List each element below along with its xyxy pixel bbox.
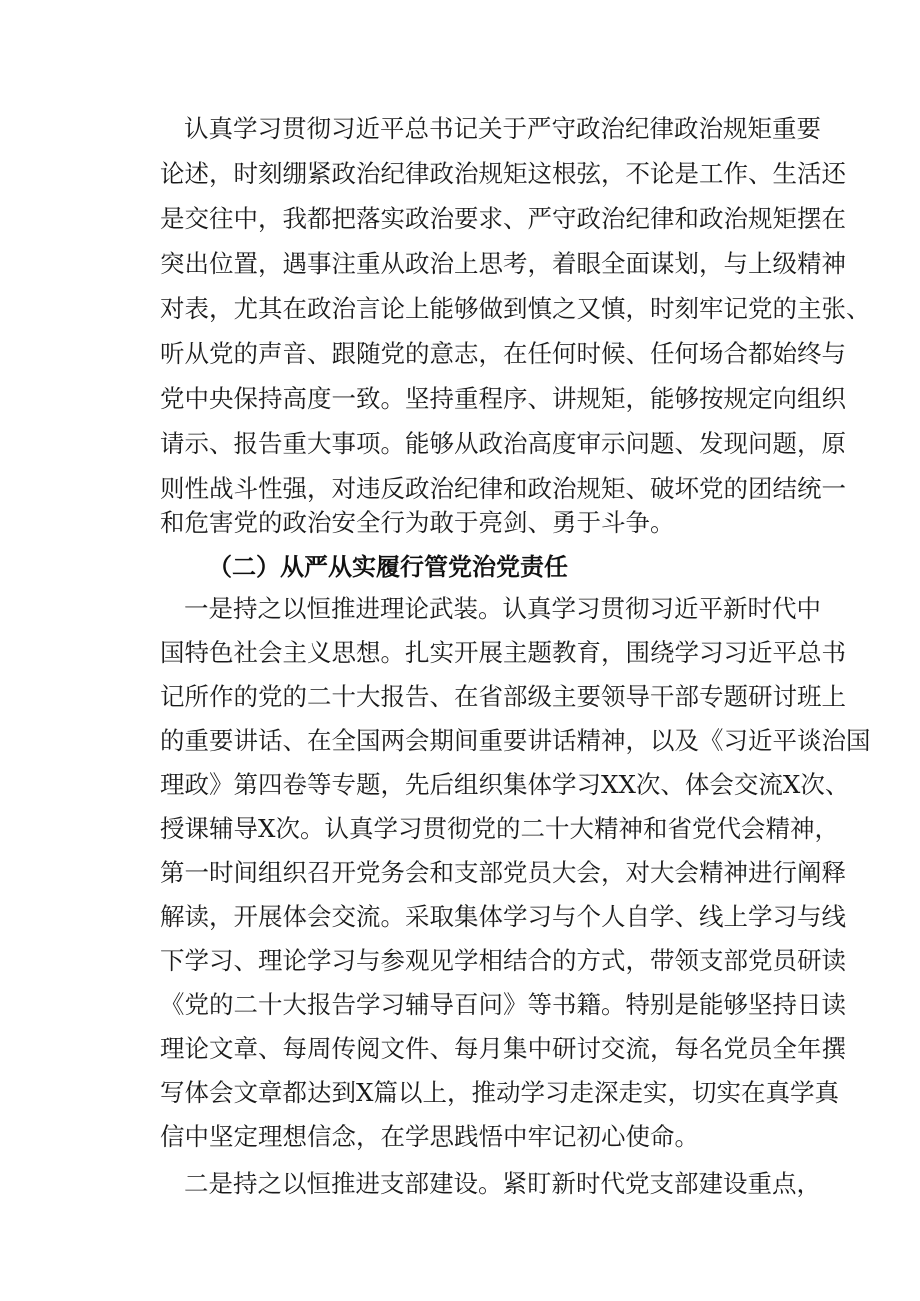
paragraph-line: 第一时间组织召开党务会和支部党员大会，对大会精神进行阐释 <box>160 858 846 887</box>
paragraph-line: 则性战斗性强，对违反政治纪律和政治规矩、破坏党的团结统一 <box>160 474 846 503</box>
paragraph-line: 党中央保持高度一致。坚持重程序、讲规矩，能够按规定向组织 <box>160 384 846 413</box>
paragraph-line: 授课辅导X次。认真学习贯彻党的二十大精神和省党代会精神， <box>160 814 839 843</box>
paragraph-line: 突出位置，遇事注重从政治上思考，着眼全面谋划，与上级精神 <box>160 249 846 278</box>
paragraph-line: 国特色社会主义思想。扎实开展主题教育，围绕学习习近平总书 <box>160 638 846 667</box>
paragraph-line: 和危害党的政治安全行为敢于亮剑、勇于斗争。 <box>160 508 675 537</box>
paragraph-line: 的重要讲话、在全国两会期间重要讲话精神，以及《习近平谈治国 <box>160 726 871 755</box>
paragraph-line: 理论文章、每周传阅文件、每月集中研讨交流，每名党员全年撰 <box>160 1034 846 1063</box>
paragraph-line: 《党的二十大报告学习辅导百问》等书籍。特别是能够坚持日读 <box>160 990 846 1019</box>
paragraph-line: 下学习、理论学习与参观见学相结合的方式，带领支部党员研读 <box>160 946 846 975</box>
paragraph-line: 解读，开展体会交流。采取集体学习与个人自学、线上学习与线 <box>160 902 846 931</box>
paragraph-line: 是交往中，我都把落实政治要求、严守政治纪律和政治规矩摆在 <box>160 204 846 233</box>
paragraph-line: 理政》第四卷等专题，先后组织集体学习XX次、体会交流X次、 <box>160 770 850 799</box>
paragraph-line: 认真学习贯彻习近平总书记关于严守政治纪律政治规矩重要 <box>184 114 821 143</box>
section-heading: （二）从严从实履行管党治党责任 <box>208 553 568 581</box>
paragraph-line: 请示、报告重大事项。能够从政治高度审示问题、发现问题，原 <box>160 429 846 458</box>
paragraph-line: 论述，时刻绷紧政治纪律政治规矩这根弦，不论是工作、生活还 <box>160 159 846 188</box>
paragraph-line: 写体会文章都达到X篇以上，推动学习走深走实，切实在真学真 <box>160 1078 839 1107</box>
paragraph-line: 记所作的党的二十大报告、在省部级主要领导干部专题研讨班上 <box>160 682 846 711</box>
paragraph-line: 信中坚定理想信念，在学思践悟中牢记初心使命。 <box>160 1122 699 1151</box>
paragraph-line: 听从党的声音、跟随党的意志，在任何时候、任何场合都始终与 <box>160 339 846 368</box>
paragraph-line: 一是持之以恒推进理论武装。认真学习贯彻习近平新时代中 <box>184 594 821 623</box>
paragraph-line: 对表，尤其在政治言论上能够做到慎之又慎，时刻牢记党的主张、 <box>160 294 871 323</box>
paragraph-line: 二是持之以恒推进支部建设。紧盯新时代党支部建设重点， <box>184 1169 821 1198</box>
